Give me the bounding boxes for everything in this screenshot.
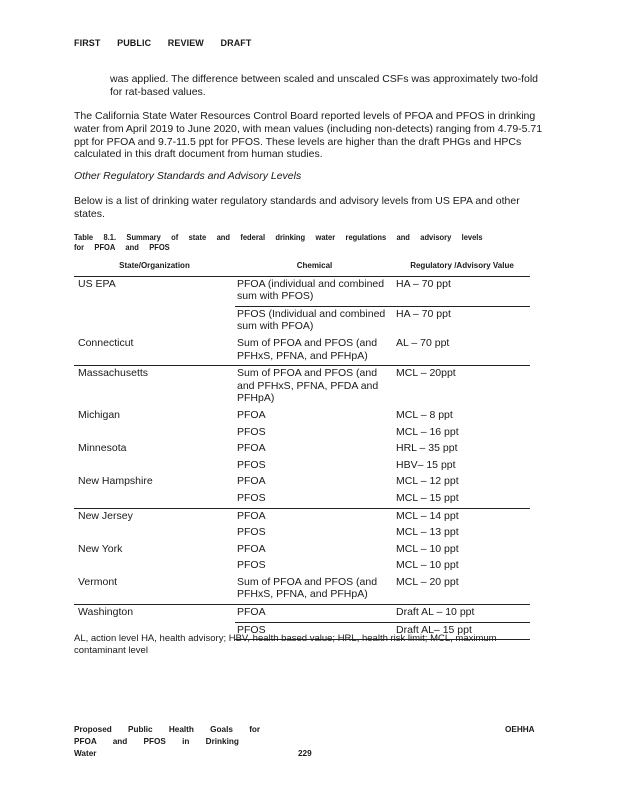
value-cell: MCL – 8 ppt (396, 408, 453, 421)
paragraph-csf: was applied. The difference between scaled and unscaled CSFs was approximately two-fold for rat-based values. (110, 73, 539, 98)
org-cell: Massachusetts (74, 366, 235, 408)
table-row (74, 306, 530, 336)
footer-agency: OEHHA (505, 725, 535, 734)
value-cell: MCL – 13 ppt (396, 526, 459, 539)
header-value: Regulatory /Advisory Value (394, 258, 530, 276)
table-row (74, 366, 530, 408)
table-row (74, 474, 530, 491)
value-cell: MCL – 10 ppt (396, 559, 459, 572)
paragraph-intro-table: Below is a list of drinking water regulatory standards and advisory levels from US EPA and other states. (74, 195, 520, 220)
org-cell (74, 558, 235, 575)
table-row (74, 441, 530, 458)
regulations-table (74, 258, 530, 640)
page-header: FIRST PUBLIC REVIEW DRAFT (74, 38, 252, 48)
org-cell: Vermont (78, 575, 118, 588)
org-cell: New York (78, 542, 123, 555)
value-cell: HA – 70 ppt (396, 277, 451, 290)
table-row (74, 276, 530, 306)
table-footnote: AL, action level HA, health advisory; HBV, health based value; HRL, health risk limit; MCL, maximum contaminant level (74, 633, 497, 656)
org-cell (74, 525, 235, 542)
value-cell: MCL – 10 ppt (396, 542, 459, 555)
table-row (74, 458, 530, 475)
header-state: State/Organization (74, 258, 235, 276)
chemical-cell: PFOS (237, 425, 266, 438)
table-row (74, 336, 530, 366)
table-caption: Table 8.1. Summary of state and federal drinking water regulations and advisory levels for PFOA and PFOS (74, 233, 483, 252)
value-cell: MCL – 14 ppt (394, 508, 530, 525)
table-row (74, 525, 530, 542)
chemical-cell: PFOA (235, 605, 394, 623)
table-header-row (74, 258, 530, 276)
header-chemical: Chemical (235, 258, 394, 276)
value-cell: HRL – 35 ppt (396, 442, 458, 455)
chemical-cell: PFOS (237, 491, 266, 504)
table-row (74, 558, 530, 575)
value-cell: HBV– 15 ppt (396, 458, 456, 471)
org-cell: New Jersey (74, 508, 235, 525)
chemical-cell: PFOS (Individual and combined sum with PFOA) (235, 306, 394, 336)
chemical-cell: PFOS (237, 526, 266, 539)
chemical-cell: PFOA (237, 442, 266, 455)
chemical-cell: PFOS (235, 622, 394, 640)
chemical-cell: PFOA (237, 408, 266, 421)
org-cell (74, 491, 235, 508)
org-cell: New Hampshire (78, 475, 153, 488)
table-row (74, 408, 530, 425)
org-cell: US EPA (78, 277, 116, 290)
org-cell (74, 458, 235, 475)
chemical-cell: PFOA (237, 542, 266, 555)
org-cell: Minnesota (78, 442, 127, 455)
value-cell: MCL – 15 ppt (396, 491, 459, 504)
org-cell: Washington (74, 605, 235, 623)
chemical-cell: PFOA (individual and combined sum with PFOS) (237, 277, 385, 303)
table-row (74, 508, 530, 525)
chemical-cell: PFOS (237, 458, 266, 471)
value-cell: MCL – 20 ppt (396, 575, 459, 588)
value-cell: Draft AL – 10 ppt (394, 605, 530, 623)
chemical-cell: Sum of PFOA and PFOS (and and PFHxS, PFNA, PFDA and PFHpA) (235, 366, 394, 408)
value-cell: MCL – 16 ppt (396, 425, 459, 438)
section-heading: Other Regulatory Standards and Advisory Levels (74, 170, 302, 182)
chemical-cell: Sum of PFOA and PFOS (and PFHxS, PFNA, and PFHpA) (237, 575, 378, 601)
value-cell: MCL – 12 ppt (396, 475, 459, 488)
org-cell (74, 306, 235, 336)
chemical-cell: Sum of PFOA and PFOS (and PFHxS, PFNA, and PFHpA) (237, 336, 378, 362)
table-row (74, 542, 530, 559)
value-cell: MCL – 20ppt (394, 366, 530, 408)
page-number: 229 (298, 749, 312, 758)
table-row (74, 575, 530, 605)
paragraph-water-board: The California State Water Resources Control Board reported levels of PFOA and PFOS in drinking water from April 2019 to June 2020, with mean values (including non-detects) ranging from 4.79-5.71 ppt for PFOA and 9.7-11.5 ppt for PFOS. These levels are higher than the draft PHGs and HPCs calculated in this draft document from human studies. (74, 110, 543, 161)
org-cell: Connecticut (78, 336, 134, 349)
chemical-cell: PFOS (237, 559, 266, 572)
chemical-cell: PFOA (237, 475, 266, 488)
org-cell (74, 425, 235, 442)
chemical-cell: PFOA (235, 508, 394, 525)
table-row (74, 605, 530, 623)
footer-document-title: Proposed Public Health Goals for PFOA and PFOS in Drinking Water (74, 725, 261, 758)
value-cell: HA – 70 ppt (394, 306, 530, 336)
org-cell: Michigan (78, 408, 121, 421)
table-row (74, 491, 530, 508)
value-cell: Draft AL– 15 ppt (394, 622, 530, 640)
value-cell: AL – 70 ppt (396, 336, 450, 349)
table-row (74, 425, 530, 442)
